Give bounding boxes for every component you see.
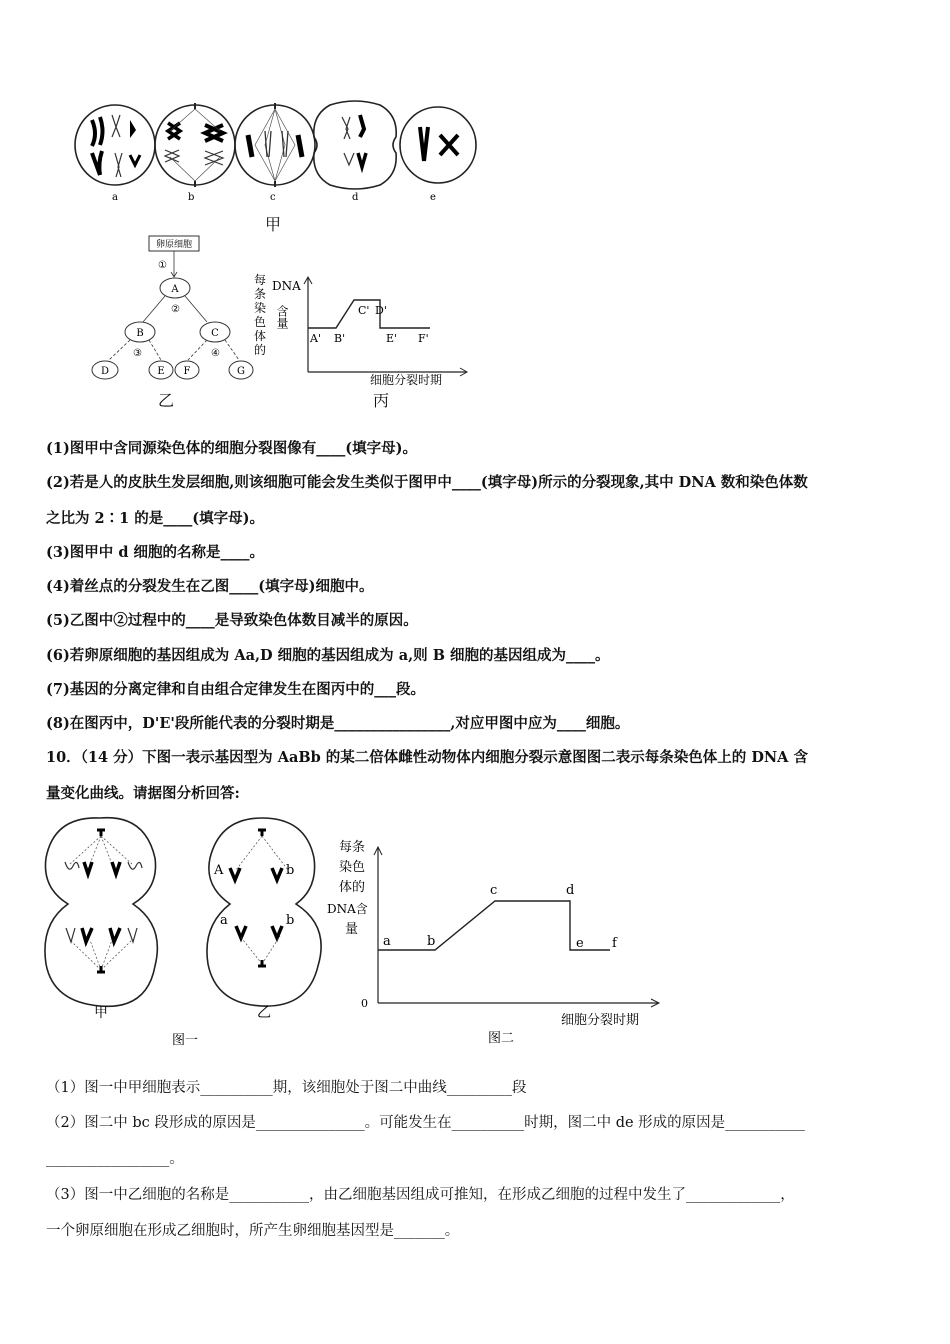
q10-question-2-cont: _________________。 <box>46 1151 184 1167</box>
bing-ylabel-5: 的 <box>254 343 267 357</box>
cell-label-b: b <box>188 192 195 203</box>
cell-c <box>235 103 315 187</box>
q10-question-1: （1）图一中甲细胞表示__________期，该细胞处于图二中曲线_________段 <box>46 1080 527 1096</box>
node-C: C <box>211 328 219 339</box>
fig2-point-d: d <box>566 883 575 898</box>
bing-xlabel: 细胞分裂时期 <box>370 373 443 387</box>
bing-ylabel-3: 色 <box>254 315 267 329</box>
step-4: ④ <box>211 348 220 359</box>
figure-jia-caption: 甲 <box>265 215 282 234</box>
bing-point-E: E' <box>386 332 398 345</box>
bing-point-C: C' <box>358 304 370 317</box>
gene-label-b-top: b <box>286 863 295 878</box>
cell-label-a: a <box>112 192 118 203</box>
node-D: D <box>100 366 110 377</box>
fig2-point-a: a <box>383 934 391 949</box>
bing-ylabel-2: 染 <box>254 301 267 315</box>
node-F: F <box>183 366 191 377</box>
q9-line-6: (5)乙图中②过程中的____是导致染色体数目减半的原因。 <box>46 612 418 629</box>
fig2-point-b: b <box>427 934 436 949</box>
figure-1-cells <box>40 812 330 1052</box>
fig2-ylabel-0: 每条 <box>339 840 366 855</box>
gene-label-b-bottom: b <box>286 913 295 928</box>
fig2-ylabel-2: 体的 <box>339 880 366 895</box>
cell-d <box>314 101 396 189</box>
fig2-ylabel-1: 染色 <box>339 860 366 875</box>
cell-e <box>400 107 476 183</box>
bing-point-A: A' <box>310 332 321 345</box>
figure-2-graph <box>325 835 670 1050</box>
figure-yi-tree <box>85 232 260 384</box>
gene-label-A: A <box>214 863 224 878</box>
cell-label-c: c <box>270 192 276 203</box>
figure-yi-caption: 乙 <box>158 391 175 410</box>
node-G: G <box>237 366 245 377</box>
cell-b <box>155 103 235 187</box>
q9-line-2: (2)若是人的皮肤生发层细胞,则该细胞可能会发生类似于图甲中____(填字母)所示的分裂现象,其中 DNA 数和染色体数 <box>46 474 808 491</box>
q9-line-8: (7)基因的分离定律和自由组合定律发生在图丙中的___段。 <box>46 681 426 698</box>
q10-question-3: （3）图一中乙细胞的名称是___________，由乙细胞基因组成可推知，在形成乙细胞的过程中发生了_____________， <box>46 1187 795 1203</box>
fig2-point-e: e <box>576 936 584 951</box>
q9-line-5: (4)着丝点的分裂发生在乙图____(填字母)细胞中。 <box>46 578 374 595</box>
bing-point-B: B' <box>334 332 346 345</box>
figure-jia-cells <box>60 95 500 210</box>
bing-ylabel-1: 条 <box>254 287 267 301</box>
fig2-xlabel: 细胞分裂时期 <box>561 1013 640 1028</box>
fig2-point-c: c <box>490 883 498 898</box>
cell-label-d: d <box>352 192 359 203</box>
fig1-yi-caption: 乙 <box>257 1005 271 1021</box>
gene-label-a: a <box>220 913 228 928</box>
fig2-title: 图二 <box>488 1031 515 1046</box>
q10-intro-1: 10．（14 分）下图一表示基因型为 AaBb 的某二倍体雌性动物体内细胞分裂示意图图二表示每条染色体上的 DNA 含 <box>46 749 808 766</box>
step-2: ② <box>171 304 180 315</box>
fig2-ylabel-4: 量 <box>345 922 359 937</box>
fig2-ylabel-3: DNA含 <box>327 902 368 916</box>
q10-intro-2: 量变化曲线。请据图分析回答: <box>46 785 240 802</box>
cell-a <box>75 105 155 185</box>
bing-ylabel-dna: DNA <box>272 279 301 293</box>
node-B: B <box>136 328 144 339</box>
cell-label-e: e <box>430 192 436 203</box>
q9-line-3: 之比为 2∶1 的是____(填字母)。 <box>46 510 264 527</box>
q9-line-1: (1)图甲中含同源染色体的细胞分裂图像有____(填字母)。 <box>46 440 418 457</box>
bing-ylabel-tail: 含量 <box>275 305 289 329</box>
fig2-point-f: f <box>612 936 617 951</box>
q10-question-2: （2）图二中 bc 段形成的原因是_______________。可能发生在__________时期，图二中 de 形成的原因是___________ <box>46 1115 805 1131</box>
q9-line-7: (6)若卵原细胞的基因组成为 Aa,D 细胞的基因组成为 a,则 B 细胞的基因组成为____。 <box>46 647 610 664</box>
fig1-title: 图一 <box>172 1033 199 1048</box>
step-3: ③ <box>133 348 142 359</box>
bing-ylabel-4: 体 <box>254 329 267 343</box>
fig2-origin: 0 <box>361 997 368 1010</box>
step-1: ① <box>158 260 167 271</box>
fig1-jia-caption: 甲 <box>94 1005 108 1021</box>
q10-question-3-cont: 一个卵原细胞在形成乙细胞时，所产生卵细胞基因型是_______。 <box>46 1223 460 1239</box>
figure-bing-caption: 丙 <box>373 391 390 410</box>
figure-bing-graph <box>250 272 480 392</box>
bing-ylabel-0: 每 <box>254 273 267 287</box>
q9-line-9: (8)在图丙中，D'E'段所能代表的分裂时期是________________,对应甲图中应为____细胞。 <box>46 715 630 732</box>
node-root: 卵原细胞 <box>155 240 193 250</box>
bing-point-D: D' <box>375 304 387 317</box>
node-A: A <box>171 284 179 295</box>
bing-point-F: F' <box>418 332 429 345</box>
node-E: E <box>157 366 165 377</box>
fig1-cell-yi <box>207 818 321 1006</box>
fig1-cell-jia <box>45 818 157 1007</box>
q9-line-4: (3)图甲中 d 细胞的名称是____。 <box>46 544 265 561</box>
